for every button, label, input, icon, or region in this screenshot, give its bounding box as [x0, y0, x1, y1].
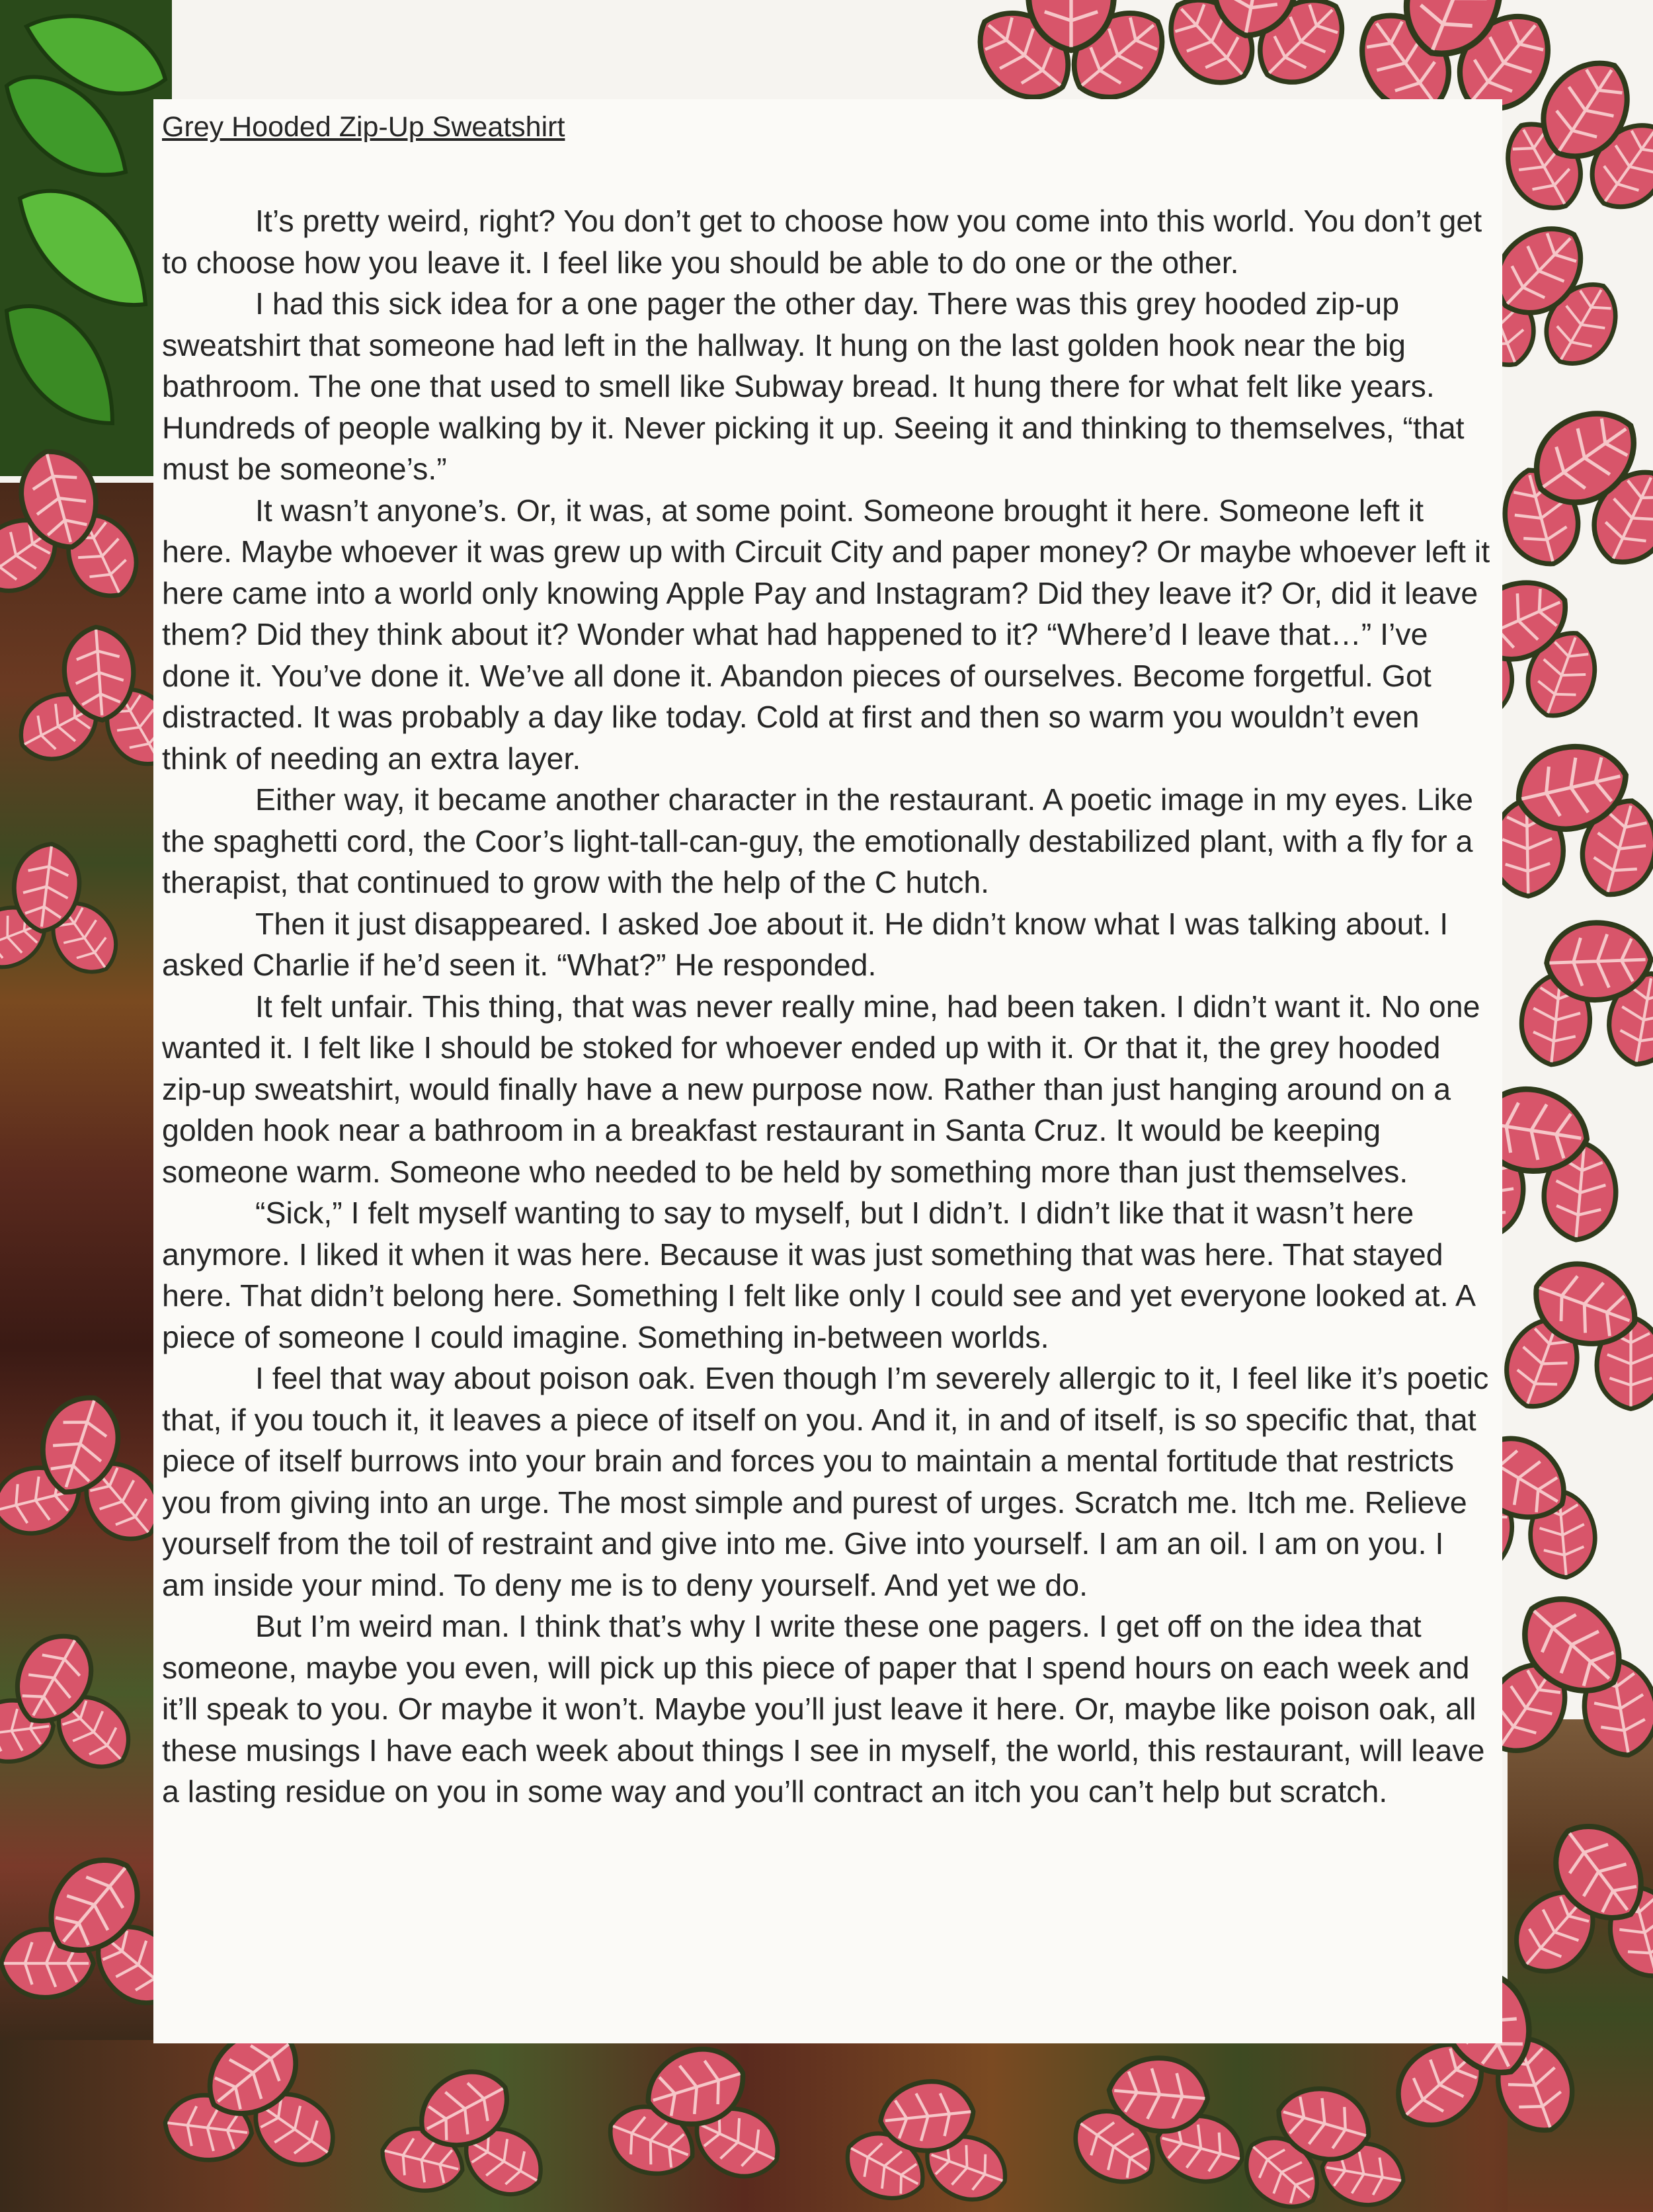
paragraph: I had this sick idea for a one pager the other day. There was this grey hooded zip-up sweatshirt that someone had left in the hallway. It hung on the last golden hook near the big bathroom. The one that used to smell like Subway bread. It hung there for what felt like years. Hundreds of people walking by it. Never picking it up. Seeing it and thinking to themselves, “that must be someone’s.” [162, 286, 1465, 486]
paragraph: But I’m weird man. I think that’s why I write these one pagers. I get off on the idea that someone, maybe you even, will pick up this piece of paper that I spend hours on each week and it’ll speak to you. Or maybe it won’t. Maybe you’ll just leave it here. Or, maybe like poison oak, all these musings I have each week about things I see in myself, the world, this restaurant, will leave a lasting residue on you in some way and you’ll contract an itch you can’t help but scratch. [162, 1609, 1485, 1809]
essay [162, 111, 1491, 1813]
paragraph: It felt unfair. This thing, that was never really mine, had been taken. I didn’t want it. No one wanted it. I felt like I should be stoked for whoever ended up with it. Or that it, the grey hooded zip-up sweatshirt, would finally have a new purpose now. Rather than just hanging around on a golden hook near a bathroom in a breakfast restaurant in Santa Cruz. It would be keeping someone warm. Someone who needed to be held by something more than just themselves. [162, 989, 1480, 1189]
paragraph: Either way, it became another character in the restaurant. A poetic image in my eyes. Like the spaghetti cord, the Coor’s light-tall-can-guy, the emotionally destabilized plant, with a fly for a therapist, that continued to grow with the help of the C hutch. [162, 782, 1473, 899]
paragraph: Then it just disappeared. I asked Joe about it. He didn’t know what I was talking about. I asked Charlie if he’d seen it. “What?” He responded. [162, 906, 1449, 982]
essay-title: Grey Hooded Zip-Up Sweatshirt [162, 111, 565, 143]
paragraph: “Sick,” I felt myself wanting to say to myself, but I didn’t. I didn’t like that it wasn’t here anymore. I liked it when it was here. Because it was just something that was here. That stayed here. That didn’t belong here. Something I felt like only I could see and yet everyone looked at. A piece of someone I could imagine. Something in-between worlds. [162, 1196, 1474, 1354]
paragraph: I feel that way about poison oak. Even though I’m severely allergic to it, I feel like it’s poetic that, if you touch it, it leaves a piece of itself on you. And it, in and of itself, is so specific that, that piece of itself burrows into your brain and forces you to maintain a mental fortitude that restricts you from giving into an urge. The most simple and purest of urges. Scratch me. Itch me. Relieve yourself from the toil of restraint and give into me. Give into yourself. I am an oil. I am on you. I am inside your mind. To deny me is to deny yourself. And yet we do. [162, 1361, 1489, 1602]
paragraph: It wasn’t anyone’s. Or, it was, at some point. Someone brought it here. Someone left it here. Maybe whoever it was grew up with Circuit City and paper money? Or maybe whoever left it here came into a world only knowing Apple Pay and Instagram? Did they leave it? Or, did it leave them? Did they think about it? Wonder what had happened to it? “Where’d I leave that…” I’ve done it. You’ve done it. We’ve all done it. Abandon pieces of ourselves. Become forgetful. Got distracted. It was probably a day like today. Cold at first and then so warm you wouldn’t even think of needing an extra layer. [162, 493, 1490, 776]
paragraph: It’s pretty weird, right? You don’t get to choose how you come into this world. You don’t get to choose how you leave it. I feel like you should be able to do one or the other. [162, 204, 1482, 280]
